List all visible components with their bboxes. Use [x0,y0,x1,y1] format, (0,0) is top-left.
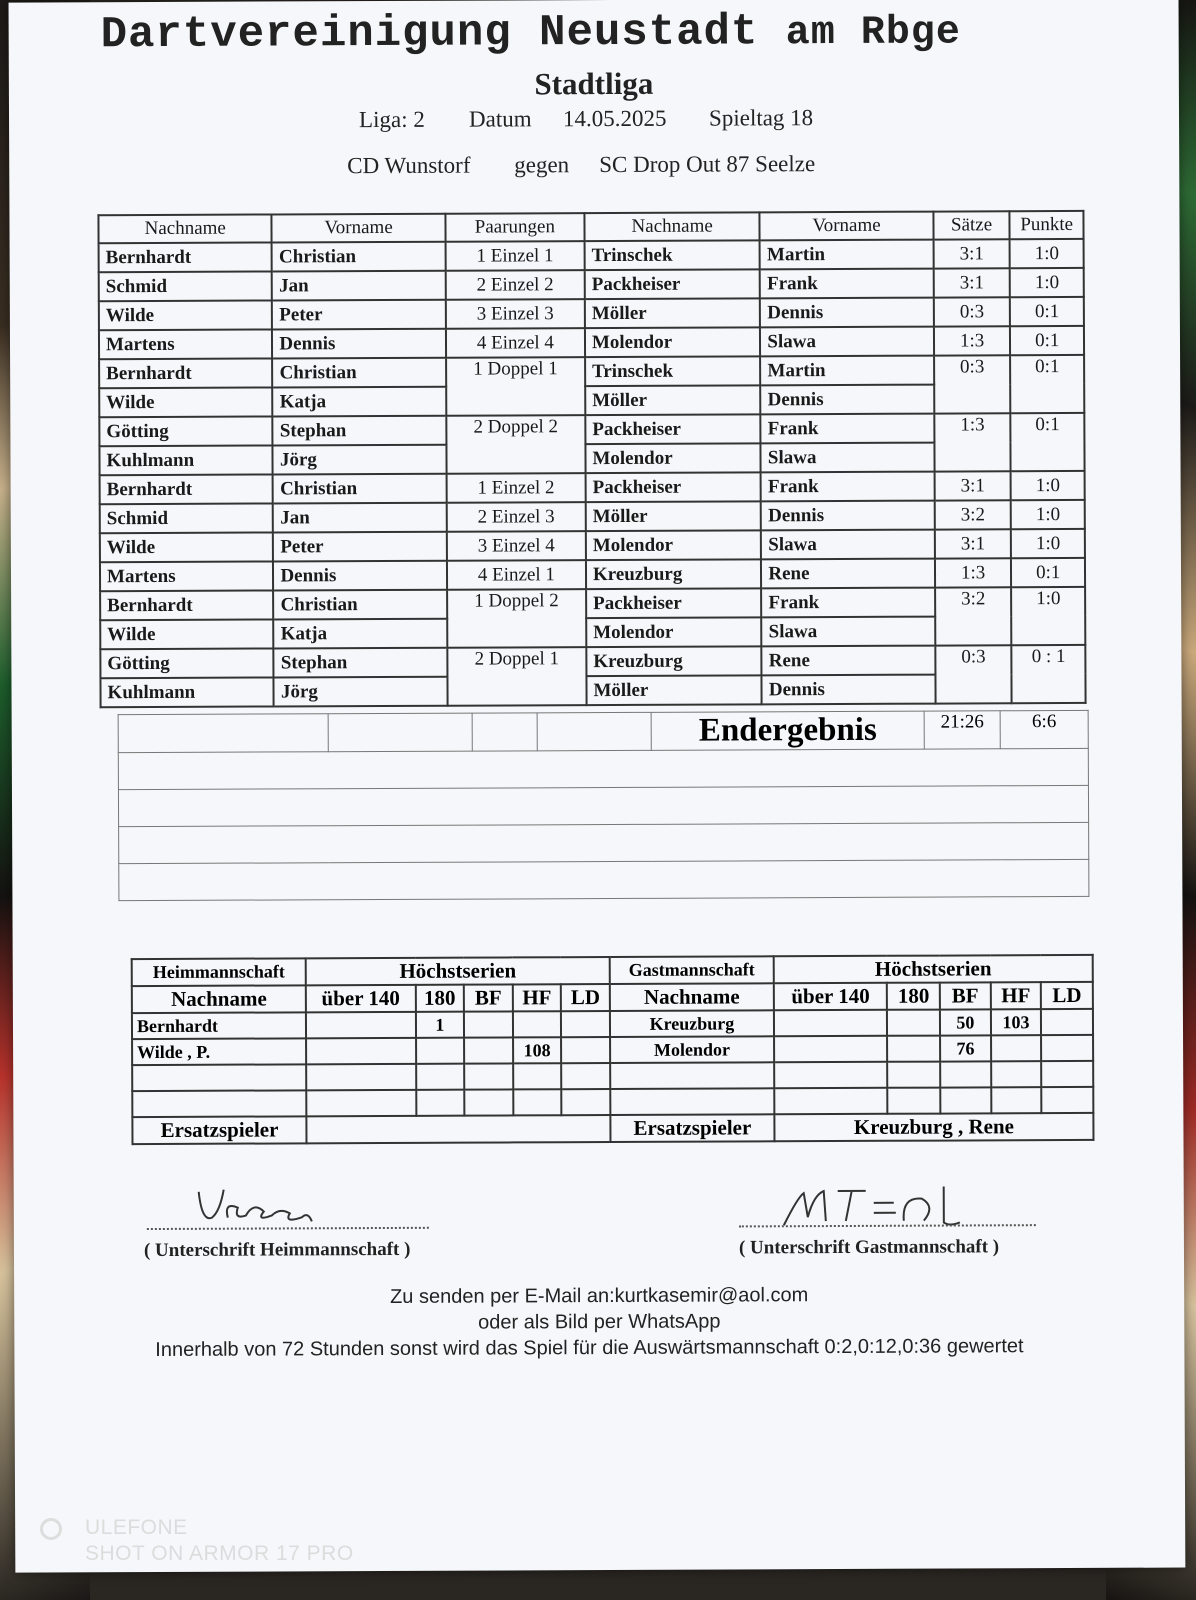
home-vorname: Christian [273,590,447,620]
home-nachname: Wilde [99,300,273,330]
away-nachname: Kreuzburg [586,646,762,676]
away-vorname: Martin [760,240,934,270]
away-series-ld [1042,1087,1094,1113]
home-vorname: Christian [273,474,447,504]
saetze: 3:1 [933,239,1010,268]
home-nachname: Wilde [100,532,274,562]
paarung: 2 Doppel 1 [447,647,586,706]
col-paarungen: Paarungen [445,213,584,242]
datum-value: 14.05.2025 [562,105,667,132]
away-vorname: Dennis [761,501,935,531]
home-nachname: Bernhardt [100,590,274,620]
home-series-ld [561,1011,610,1037]
punkte: 1:0 [1010,239,1084,268]
series-table [131,954,1095,1145]
away-series-name: Molendor [610,1036,774,1063]
home-series-bf [464,1063,513,1089]
table-row [100,529,1085,562]
home-vorname: Katja [273,387,447,417]
home-series-hf [513,1089,562,1115]
saetze: 1:3 [935,558,1012,587]
away-vorname: Slawa [761,530,935,560]
home-series-bf [464,1089,513,1115]
away-vorname: Dennis [761,385,935,415]
punkte: 0:1 [1011,413,1085,471]
home-nachname: Wilde [99,387,273,417]
watermark-brand: ULEFONE [85,1516,188,1539]
result-blank-row [119,859,1089,900]
home-series-ld [561,1063,610,1089]
away-series-s180 [888,1062,941,1088]
home-series-u140 [306,1064,415,1090]
home-series-s180 [416,1090,465,1116]
away-vorname: Dennis [762,675,936,705]
home-nachname: Schmid [99,271,273,301]
away-nachname: Trinschek [584,240,760,270]
club-title: Dartvereinigung Neustadt am Rbge [100,7,961,61]
home-nachname: Bernhardt [99,242,273,272]
away-vorname: Frank [761,414,935,444]
liga-label: Liga: 2 [358,106,425,133]
home-vorname: Peter [272,300,446,330]
home-series-u140 [306,1090,415,1116]
home-nachname: Kuhlmann [100,677,274,707]
home-series-s180 [416,1064,465,1090]
paarung: 3 Einzel 4 [447,531,586,561]
away-team-header: Gastmannschaft [610,956,774,984]
away-series-bf [940,1087,991,1113]
home-signature-caption: ( Unterschrift Heimmannschaft ) [143,1238,411,1262]
saetze: 1:3 [934,413,1011,471]
paarung: 1 Doppel 2 [447,589,586,648]
table-row [100,471,1085,504]
home-nachname: Götting [99,416,273,446]
away-vorname: Rene [761,559,935,589]
away-series-bf: 50 [940,1009,991,1035]
away-col-nachname: Nachname [610,983,774,1011]
away-nachname: Möller [585,298,761,328]
punkte: 1:0 [1011,500,1085,529]
punkte: 1:0 [1011,529,1085,558]
home-vorname: Dennis [272,329,446,359]
home-series-u140 [306,1012,415,1038]
versus-label: gegen [514,152,570,178]
home-vorname: Jörg [273,445,447,475]
away-vorname: Rene [762,646,936,676]
paarung: 3 Einzel 3 [446,299,585,329]
away-vorname: Slawa [762,617,936,647]
home-vorname: Dennis [273,561,447,591]
home-series-ld [561,1037,610,1063]
paarung: 1 Einzel 1 [445,241,584,271]
away-series-s180 [887,1010,940,1036]
punkte: 0 : 1 [1012,645,1086,703]
home-nachname: Bernhardt [99,358,273,388]
home-series-name: Bernhardt [132,1012,306,1039]
away-signature [774,1176,974,1231]
home-series-u140 [306,1038,415,1064]
saetze: 1:3 [934,326,1011,355]
datum-label: Datum [468,106,532,132]
paarung: 4 Einzel 1 [447,560,586,590]
footer-email: Zu senden per E-Mail an:kurtkasemir@aol.com [389,1284,809,1308]
saetze: 3:2 [934,500,1011,529]
away-col-ueber140: über 140 [774,983,888,1010]
away-series-u140 [774,1036,888,1062]
away-nachname: Molendor [586,530,762,560]
endergebnis-label: Endergebnis [651,711,924,750]
away-series-bf [940,1061,991,1087]
table-row [99,239,1084,272]
table-row [99,297,1084,330]
home-col-bf: BF [464,984,513,1011]
table-row [100,587,1085,620]
home-col-ueber140: über 140 [306,985,415,1012]
away-series-ld [1041,1061,1093,1087]
away-vorname: Frank [761,588,935,618]
result-cell [328,713,473,752]
away-nachname: Möller [586,501,762,531]
paarung: 2 Doppel 2 [446,415,585,474]
paarung: 1 Doppel 1 [446,357,585,416]
table-row [100,645,1085,678]
home-series-s180: 1 [415,1012,464,1038]
away-ersatz-value: Kreuzburg , Rene [774,1113,1093,1141]
result-cell [537,712,651,750]
home-series-hf: 108 [513,1037,562,1063]
away-col-ld: LD [1041,982,1093,1009]
col-home-nachname: Nachname [98,214,272,243]
away-ersatz-label: Ersatzspieler [610,1114,774,1142]
watermark-model: SHOT ON ARMOR 17 PRO [85,1542,354,1565]
camera-icon [40,1518,62,1540]
away-nachname: Packheiser [585,269,761,299]
home-vorname: Stephan [273,416,447,446]
saetze: 3:2 [935,587,1012,645]
saetze: 3:1 [933,268,1010,297]
home-col-180: 180 [415,985,464,1012]
away-series-hf [991,1035,1042,1061]
result-table [118,710,1090,901]
home-series-name [132,1064,306,1091]
home-col-hf: HF [513,984,562,1011]
home-series-name: Wilde , P. [132,1038,306,1065]
away-series-u140 [774,1062,888,1088]
home-col-ld: LD [561,984,610,1011]
away-series-hf [991,1061,1042,1087]
table-row [99,413,1084,446]
saetze: 0:3 [934,297,1011,326]
away-team: SC Drop Out 87 Seelze [599,151,816,178]
home-vorname: Jan [272,271,446,301]
away-series-hf: 103 [991,1009,1042,1035]
paarung: 2 Einzel 3 [447,502,586,532]
away-vorname: Frank [760,269,934,299]
home-series-bf [464,1037,513,1063]
col-home-vorname: Vorname [272,214,446,243]
away-nachname: Molendor [585,327,761,357]
home-vorname: Stephan [274,648,448,678]
saetze: 0:3 [935,645,1012,703]
footer-whatsapp: oder als Bild per WhatsApp [478,1310,721,1334]
away-series-hf [991,1087,1042,1113]
home-signature [194,1181,324,1232]
result-blank-row [119,822,1089,863]
away-col-hf: HF [990,982,1041,1009]
table-row [99,268,1084,301]
away-nachname: Kreuzburg [586,559,762,589]
saetze: 3:1 [935,529,1012,558]
punkte: 1:0 [1010,268,1084,297]
home-nachname: Wilde [100,619,274,649]
home-vorname: Jan [273,503,447,533]
away-signature-caption: ( Unterschrift Gastmannschaft ) [738,1236,1000,1259]
saetze: 0:3 [934,355,1011,413]
home-vorname: Christian [272,358,446,388]
home-vorname: Christian [272,242,446,272]
table-row [100,558,1085,591]
table-row [99,355,1084,388]
match-table [97,210,1086,708]
away-series-bf: 76 [940,1035,991,1061]
home-team-header: Heimmannschaft [132,958,306,986]
home-series-hf [513,1011,562,1037]
away-nachname: Packheiser [585,414,761,444]
home-col-nachname: Nachname [132,985,306,1013]
col-away-vorname: Vorname [760,212,934,241]
away-nachname: Molendor [586,617,762,647]
col-punkte: Punkte [1010,211,1084,239]
score-sheet [9,0,1186,1573]
result-blank-row [118,785,1088,826]
away-vorname: Frank [761,472,935,502]
away-vorname: Martin [760,356,934,386]
endergebnis-punkte: 6:6 [1000,710,1088,748]
home-nachname: Martens [99,329,273,359]
punkte: 0:1 [1010,355,1084,413]
away-vorname: Slawa [760,327,934,357]
home-vorname: Peter [273,532,447,562]
paarung: 4 Einzel 4 [446,328,585,358]
away-series-name: Kreuzburg [610,1010,774,1037]
away-nachname: Möller [585,385,761,415]
away-series-name [610,1062,774,1089]
league-title: Stadtliga [534,65,654,102]
away-series-name [610,1088,774,1115]
away-col-bf: BF [940,982,991,1009]
away-nachname: Packheiser [586,588,762,618]
result-cell [118,714,328,753]
away-col-180: 180 [887,983,940,1010]
punkte: 1:0 [1011,471,1085,500]
home-nachname: Kuhlmann [99,445,273,475]
home-team: CD Wunstorf [347,152,471,179]
home-vorname: Katja [274,619,448,649]
result-cell [473,713,538,751]
away-vorname: Slawa [761,443,935,473]
footer-deadline: Innerhalb von 72 Stunden sonst wird das Spiel für die Auswärtsmannschaft 0:2,0:12,0:36 gewertet [155,1335,1024,1361]
away-hoechstserien-header: Höchstserien [774,955,1093,983]
home-vorname: Jörg [274,677,448,707]
home-nachname: Bernhardt [100,474,274,504]
home-nachname: Götting [100,648,274,678]
home-hoechstserien-header: Höchstserien [306,957,610,985]
home-series-ld [562,1089,611,1115]
away-vorname: Dennis [760,298,934,328]
home-series-name [132,1090,306,1117]
away-nachname: Packheiser [586,472,762,502]
home-series-s180 [416,1038,465,1064]
away-series-s180 [887,1036,940,1062]
away-nachname: Trinschek [585,356,761,386]
home-series-hf [513,1063,562,1089]
punkte: 0:1 [1010,297,1084,326]
table-row [99,326,1084,359]
home-nachname: Martens [100,561,274,591]
result-blank-row [118,748,1088,789]
away-nachname: Möller [586,675,762,705]
col-away-nachname: Nachname [584,212,760,241]
home-ersatz-value [307,1115,611,1143]
away-series-ld [1041,1035,1093,1061]
away-series-s180 [888,1088,941,1114]
table-row [100,500,1085,533]
paarung: 2 Einzel 2 [446,270,585,300]
home-ersatz-label: Ersatzspieler [132,1116,306,1144]
saetze: 3:1 [934,471,1011,500]
away-series-u140 [774,1088,888,1114]
away-nachname: Molendor [585,443,761,473]
home-nachname: Schmid [100,503,274,533]
paarung: 1 Einzel 2 [446,473,585,503]
col-saetze: Sätze [933,211,1010,239]
endergebnis-saetze: 21:26 [924,711,1000,749]
punkte: 1:0 [1011,587,1085,645]
home-series-bf [464,1011,513,1037]
away-series-u140 [774,1010,888,1036]
away-series-ld [1041,1009,1093,1035]
punkte: 0:1 [1010,326,1084,355]
spieltag-label: Spieltag 18 [708,105,814,131]
punkte: 0:1 [1011,558,1085,587]
